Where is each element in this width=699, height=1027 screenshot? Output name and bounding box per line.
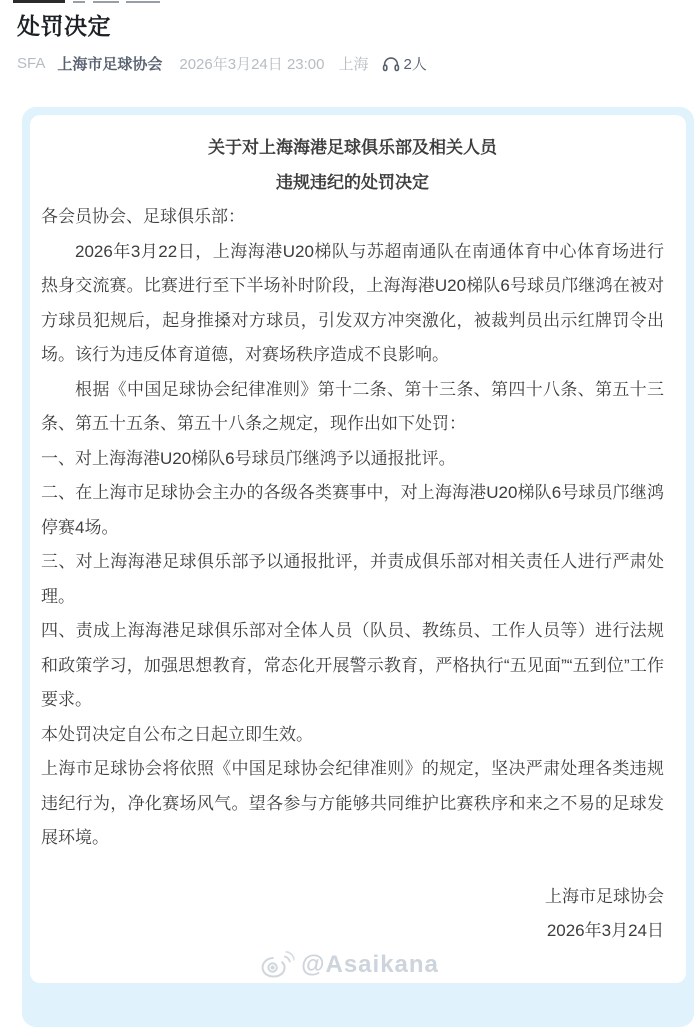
page-title: 处罚决定 — [17, 13, 111, 39]
post-location: 上海 — [338, 56, 369, 73]
listeners-count — [382, 53, 427, 74]
document-card — [30, 115, 686, 983]
document-title-line1: 关于对上海海港足球俱乐部及相关人员 — [208, 138, 497, 157]
paragraph-closing: 上海市足球协会将依照《中国足球协会纪律准则》的规定，坚决严肃处理各类违规违纪行为，净化赛场风气。望各参与方能够共同维护比赛秩序和来之不易的足球发展环境。 — [41, 759, 664, 847]
watermark-handle: @Asaikana — [301, 950, 439, 978]
watermark — [260, 950, 439, 979]
signature-date: 2026年3月24日 — [546, 921, 664, 940]
post-timestamp: 2026年3月24日 23:00 — [179, 56, 325, 73]
author-name[interactable]: 上海市足球协会 — [57, 56, 163, 73]
listeners-label: 2人 — [403, 56, 427, 73]
penalty-item-2: 二、在上海市足球协会主办的各级各类赛事中，对上海海港U20梯队6号球员邝继鸿停赛4场。 — [41, 483, 664, 537]
penalty-item-4: 四、责成上海海港足球俱乐部对全体人员（队员、教练员、工作人员等）进行法规和政策学习，加强思想教育，常态化开展警示教育，严格执行“五见面”“五到位”工作要求。 — [41, 621, 664, 709]
signature-org: 上海市足球协会 — [545, 886, 664, 906]
penalty-item-3: 三、对上海海港足球俱乐部予以通报批评，并责成俱乐部对相关责任人进行严肃处理。 — [41, 552, 664, 606]
penalty-item-1: 一、对上海海港U20梯队6号球员邝继鸿予以通报批评。 — [41, 448, 456, 468]
headphones-icon — [382, 55, 400, 72]
paragraph-basis: 根据《中国足球协会纪律准则》第十二条、第十三条、第四十八条、第五十三条、第五十五条、第五十八条之规定，现作出如下处罚： — [41, 379, 664, 433]
cropped-content-artifact — [13, 0, 173, 4]
signature-block — [41, 880, 664, 949]
salutation: 各会员协会、足球俱乐部： — [41, 207, 245, 226]
document-frame — [22, 107, 694, 1027]
paragraph-effective: 本处罚决定自公布之日起立即生效。 — [41, 724, 313, 744]
weibo-logo-icon — [260, 950, 294, 979]
author-badge: SFA — [17, 55, 46, 72]
paragraph-incident: 2026年3月22日，上海海港U20梯队与苏超南通队在南通体育中心体育场进行热身交流赛。比赛进行至下半场补时阶段，上海海港U20梯队6号球员邝继鸿在被对方球员犯规后，起身推搡对方球员，引发双方冲突激化，被裁判员出示红牌罚令出场。该行为违反体育道德，对赛场秩序造成不良影响。 — [41, 241, 664, 364]
document-title-line2: 违规违纪的处罚决定 — [276, 172, 429, 192]
post-meta-row — [17, 53, 689, 74]
